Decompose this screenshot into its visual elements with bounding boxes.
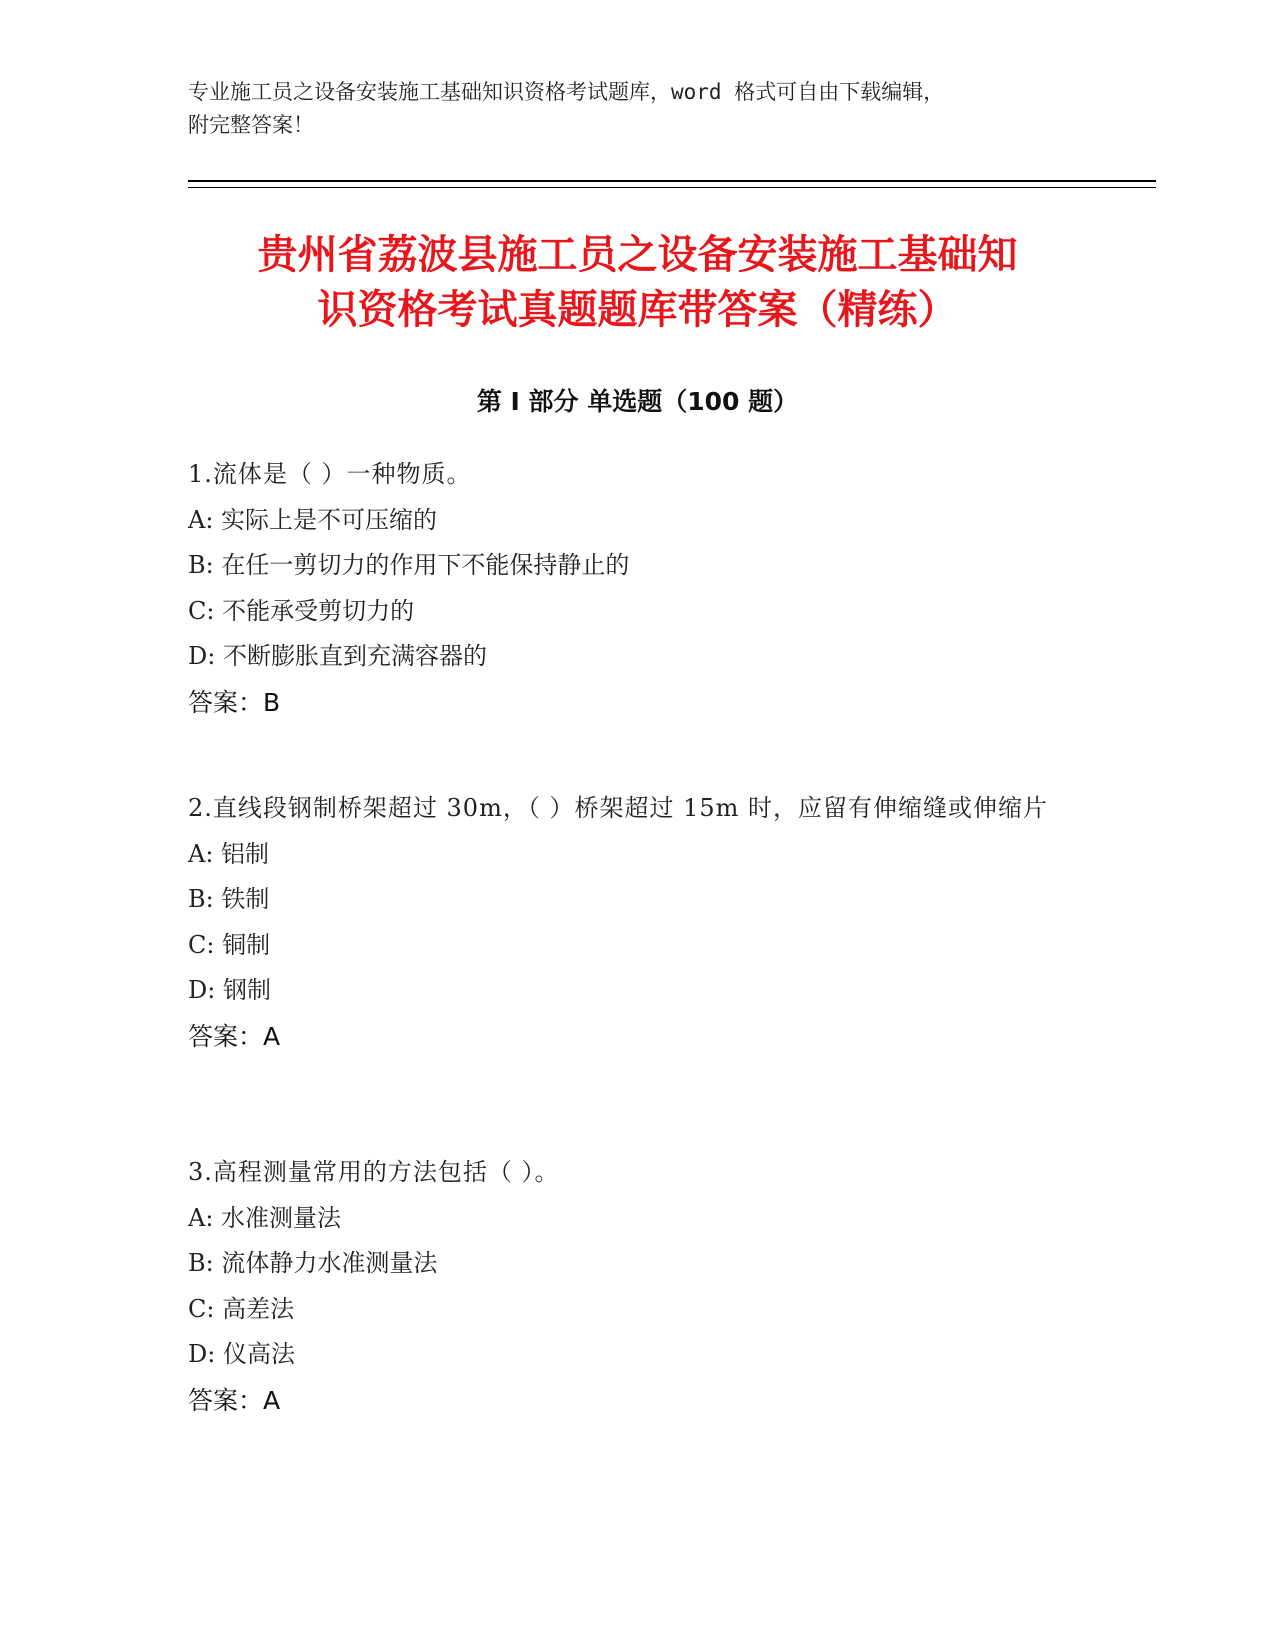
answer-label: 答案：A	[188, 1385, 281, 1415]
question-stem: 3.高程测量常用的方法包括（ ）。	[188, 1158, 560, 1186]
document-title	[0, 228, 1275, 338]
section-heading: 第 I 部分 单选题（100 题）	[476, 387, 799, 416]
answer-label: 答案：B	[188, 687, 281, 717]
option-d: D: 仪高法	[188, 1340, 295, 1368]
question-3	[188, 1150, 1068, 1423]
option-a: A: 铝制	[188, 839, 270, 868]
question-stem: 2.直线段钢制桥架超过 30m，（ ）桥架超过 15m 时，应留有伸缩缝或伸缩片	[188, 794, 1049, 822]
document-title-line-2: 识资格考试真题题库带答案（精练）	[317, 287, 958, 333]
header-divider-thick	[188, 180, 1156, 182]
option-c: C: 铜制	[188, 930, 271, 959]
option-b: B: 流体静力水准测量法	[188, 1249, 438, 1277]
option-a: A: 实际上是不可压缩的	[188, 505, 438, 534]
document-title-line-1: 贵州省荔波县施工员之设备安装施工基础知	[257, 232, 1018, 278]
option-b: B: 铁制	[188, 885, 270, 913]
question-stem: 1.流体是（ ）一种物质。	[188, 460, 472, 488]
header-note	[188, 76, 1088, 142]
question-1	[188, 452, 1068, 725]
header-divider-thin	[188, 187, 1156, 188]
option-a: A: 水准测量法	[188, 1203, 342, 1232]
option-b: B: 在任一剪切力的作用下不能保持静止的	[188, 551, 630, 579]
option-c: C: 高差法	[188, 1294, 295, 1323]
option-d: D: 钢制	[188, 976, 271, 1004]
option-c: C: 不能承受剪切力的	[188, 596, 415, 625]
header-note-line-2: 附完整答案！	[188, 113, 314, 137]
option-d: D: 不断膨胀直到充满容器的	[188, 642, 487, 670]
question-2	[188, 786, 1068, 1059]
answer-label: 答案：A	[188, 1021, 281, 1051]
header-note-line-1: 专业施工员之设备安装施工基础知识资格考试题库，word 格式可自由下载编辑，	[188, 80, 945, 104]
